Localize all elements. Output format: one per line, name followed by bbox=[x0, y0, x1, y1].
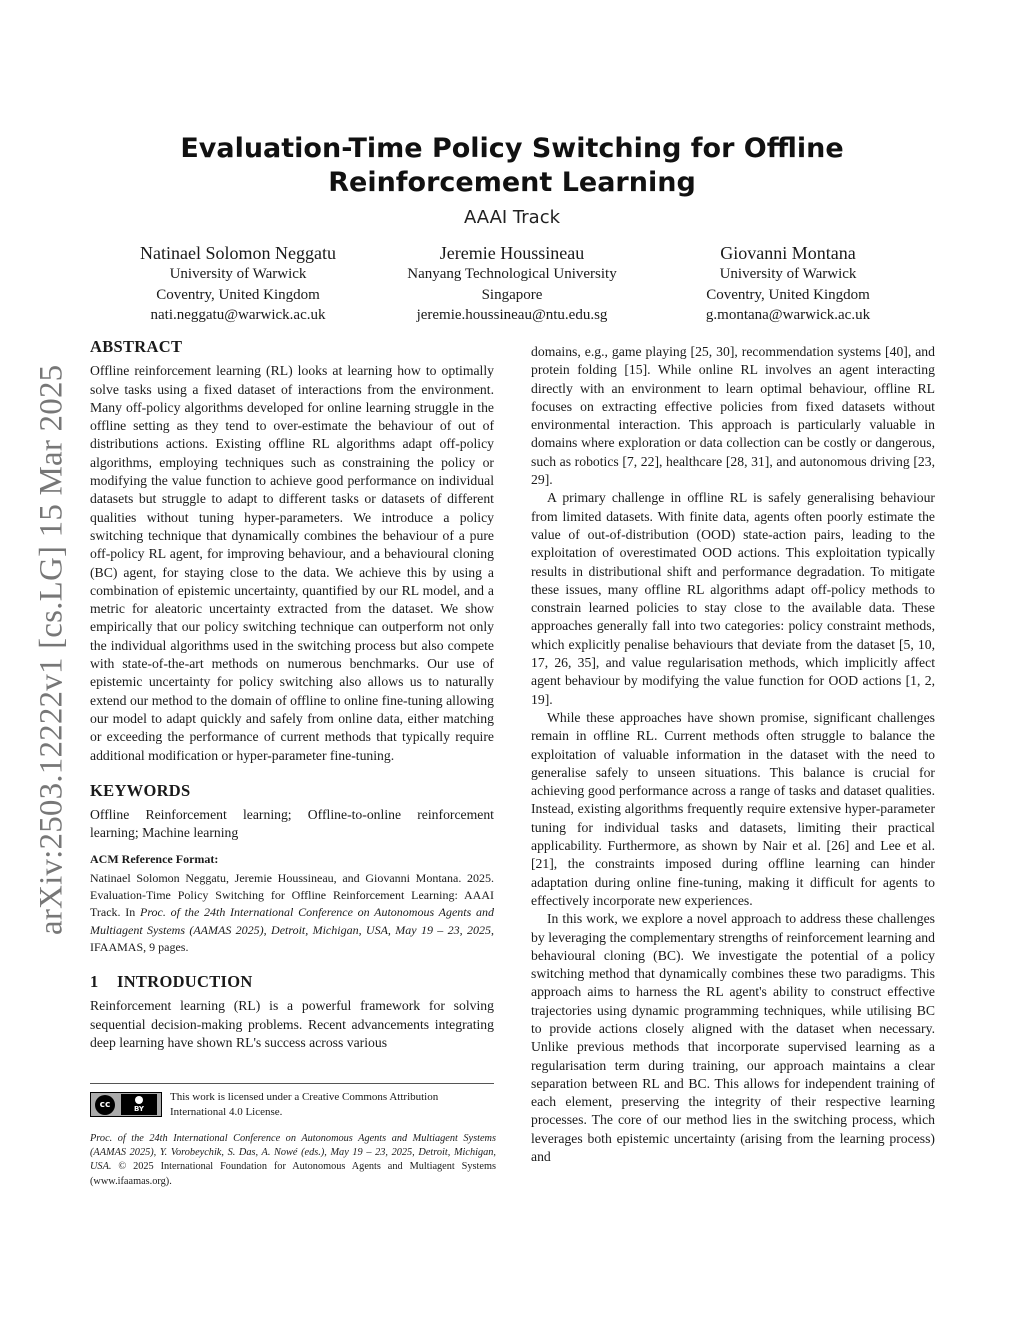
acm-reference-text: Natinael Solomon Neggatu, Jeremie Houssineau, and Giovanni Montana. 2025. Evaluation-Time Policy Switching for Offline Reinforcement Learning: AAAI Track. In Proc. of the 24th International Conference on Autonomous Agents and Multiagent Systems (AAMAS 2025), Detroit, Michigan, USA, May 19 – 23, 2025, IFAAMAS, 9 pages. bbox=[90, 871, 494, 954]
abstract-text: Offline reinforcement learning (RL) looks at learning how to optimally solve tasks using a fixed dataset of interactions from the environment. Many off-policy algorithms developed for online learning struggle in the offline setting as they tend to over-estimate the behaviour of out of distributions actions. Existing offline RL algorithms adapt off-policy algorithms, employing techniques such as constraining the policy or modifying the value function to achieve good performance on individual datasets but struggle to adapt to different tasks or datasets of different qualities without tuning hyper-parameters. We introduce a policy switching technique that dynamically combines the behaviour of a pure off-policy RL agent, for improving behaviour, and a behavioural cloning (BC) agent, for staying close to the data. We achieve this by using a combination of epistemic uncertainty, quantified by our RL model, and a metric for aleatoric uncertainty extracted from the dataset. We show empirically that our policy switching technique can outperform not only the individual algorithms used in the switching process but also compete with state-of-the-art methods on numerous benchmarks. Our use of epistemic uncertainty for policy switching also allows us to naturally extend our method to the domain of offline to online fine-tuning allowing our model to adapt quickly and safely from online data, either matching or exceeding the performance of current methods that typically require additional modification or hyper-parameter fine-tuning. bbox=[90, 363, 494, 763]
abstract-heading: ABSTRACT bbox=[90, 337, 183, 356]
by-attribution-icon: BY bbox=[121, 1094, 157, 1115]
footnote-divider bbox=[90, 1083, 494, 1084]
author-email: jeremie.houssineau@ntu.edu.sg bbox=[416, 307, 608, 323]
author-affiliation: University of Warwick bbox=[719, 266, 857, 282]
cc-logo-icon: cc bbox=[95, 1095, 115, 1115]
author-block bbox=[98, 242, 378, 326]
author-email: g.montana@warwick.ac.uk bbox=[705, 307, 871, 323]
paper-title: Evaluation-Time Policy Switching for Offline Reinforcement Learning bbox=[180, 133, 844, 198]
author-name: Jeremie Houssineau bbox=[439, 243, 585, 263]
author-affiliation: University of Warwick bbox=[169, 266, 307, 282]
keywords-heading: KEYWORDS bbox=[90, 780, 191, 800]
intro-paragraph: While these approaches have shown promise, significant challenges remain in offline RL. Current methods often struggle to balance the exploitation of valuable information in the dataset with the need to generalise safely to unseen situations. This balance is crucial for achieving good performance across a range of tasks and dataset qualities. Instead, existing algorithms frequently require extensive hyper-parameter tuning for individual tasks and datasets, limiting their practical applicability. Furthermore, as shown by Nair et al. [26] and Lee et al. [21], the constraints imposed during offline learning can hinder adaptation during online fine-tuning, making it difficult for agents to effectively incorporate new experiences. bbox=[531, 709, 935, 908]
author-name: Natinael Solomon Neggatu bbox=[140, 243, 336, 263]
arxiv-identifier: arXiv:2503.12222v1 [cs.LG] 15 Mar 2025 bbox=[33, 364, 70, 936]
author-affiliation: Nanyang Technological University bbox=[407, 266, 617, 282]
author-location: Coventry, United Kingdom bbox=[156, 286, 320, 303]
paper-track: AAAI Track bbox=[463, 207, 561, 228]
author-name: Giovanni Montana bbox=[720, 243, 856, 263]
author-email: nati.neggatu@warwick.ac.uk bbox=[150, 307, 326, 323]
proceedings-note: Proc. of the 24th International Conference on Autonomous Agents and Multiagent Systems (AAMAS 2025), Y. Vorobeychik, S. Das, A. Nowé (eds.), May 19 – 23, 2025, Detroit, Michigan, USA. © 2025 International Foundation for Autonomous Agents and Multiagent Systems (www.ifaamas.org). bbox=[90, 1133, 496, 1187]
intro-paragraph: A primary challenge in offline RL is safely generalising behaviour from limited datasets. With finite data, agents often poorly estimate the value of out-of-distribution (OOD) state-action pairs, leading to the exploitation of overestimated OOD actions. This exploitation typically results in distributional shift and performance degradation. To mitigate these issues, many offline RL algorithms adapt off-policy methods to constrain learned policies to stay close to the available data. These approaches generally fall into two categories: policy constraint methods, which explicitly penalise behaviours that deviate from the dataset [5, 10, 17, 26, 35], and value regularisation methods, which implicitly affect agent behaviour by modifying the value function for OOD actions [1, 2, 19]. bbox=[531, 490, 935, 707]
author-location: Coventry, United Kingdom bbox=[706, 286, 870, 303]
person-icon bbox=[135, 1096, 143, 1104]
right-column bbox=[531, 343, 935, 1166]
author-block bbox=[372, 242, 652, 326]
left-column bbox=[90, 338, 494, 1052]
intro-paragraph: In this work, we explore a novel approach to address these challenges by leveraging the complementary strengths of reinforcement learning and behavioural cloning (BC). We investigate the potential of a policy switching method that dynamically combines these two paradigms. This approach aims to harness the RL agent's ability to construct effective trajectories using dynamic programming techniques, while utilising BC to provide actions closely aligned with the dataset when necessary. Unlike previous methods that incorporate supervised learning as a regularisation term during training, our approach maintains a clear separation between RL and BC. This allows for independent training of each element, preserving the integrity of their respective learning processes. The core of our method lies in the switching process, which leverages both epistemic uncertainty (arising from the learning process) and bbox=[531, 911, 935, 1165]
author-location: Singapore bbox=[481, 286, 543, 303]
intro-paragraph: domains, e.g., game playing [25, 30], recommendation systems [40], and protein folding [15]. While online RL involves an agent interacting directly with an environment to learn optimal behaviour, offline RL focuses on extracting effective policies from fixed datasets without environmental interaction. This approach is particularly valuable in domains where exploration or data collection can be costly or dangerous, such as robotics [7, 22], healthcare [28, 31], and autonomous driving [23, 29]. bbox=[531, 344, 935, 488]
author-block bbox=[648, 242, 928, 326]
keywords-text: Offline Reinforcement learning; Offline-to-online reinforcement learning; Machine learning bbox=[90, 807, 494, 841]
intro-paragraph: Reinforcement learning (RL) is a powerful framework for solving sequential decision-making problems. Recent advancements integrating deep learning have shown RL's success across various bbox=[90, 998, 494, 1050]
creative-commons-icon bbox=[90, 1092, 162, 1117]
acm-reference-heading: ACM Reference Format: bbox=[90, 851, 219, 866]
introduction-heading: 1 INTRODUCTION bbox=[90, 972, 253, 992]
license-note: This work is licensed under a Creative Commons Attribution International 4.0 License. bbox=[170, 1091, 439, 1118]
